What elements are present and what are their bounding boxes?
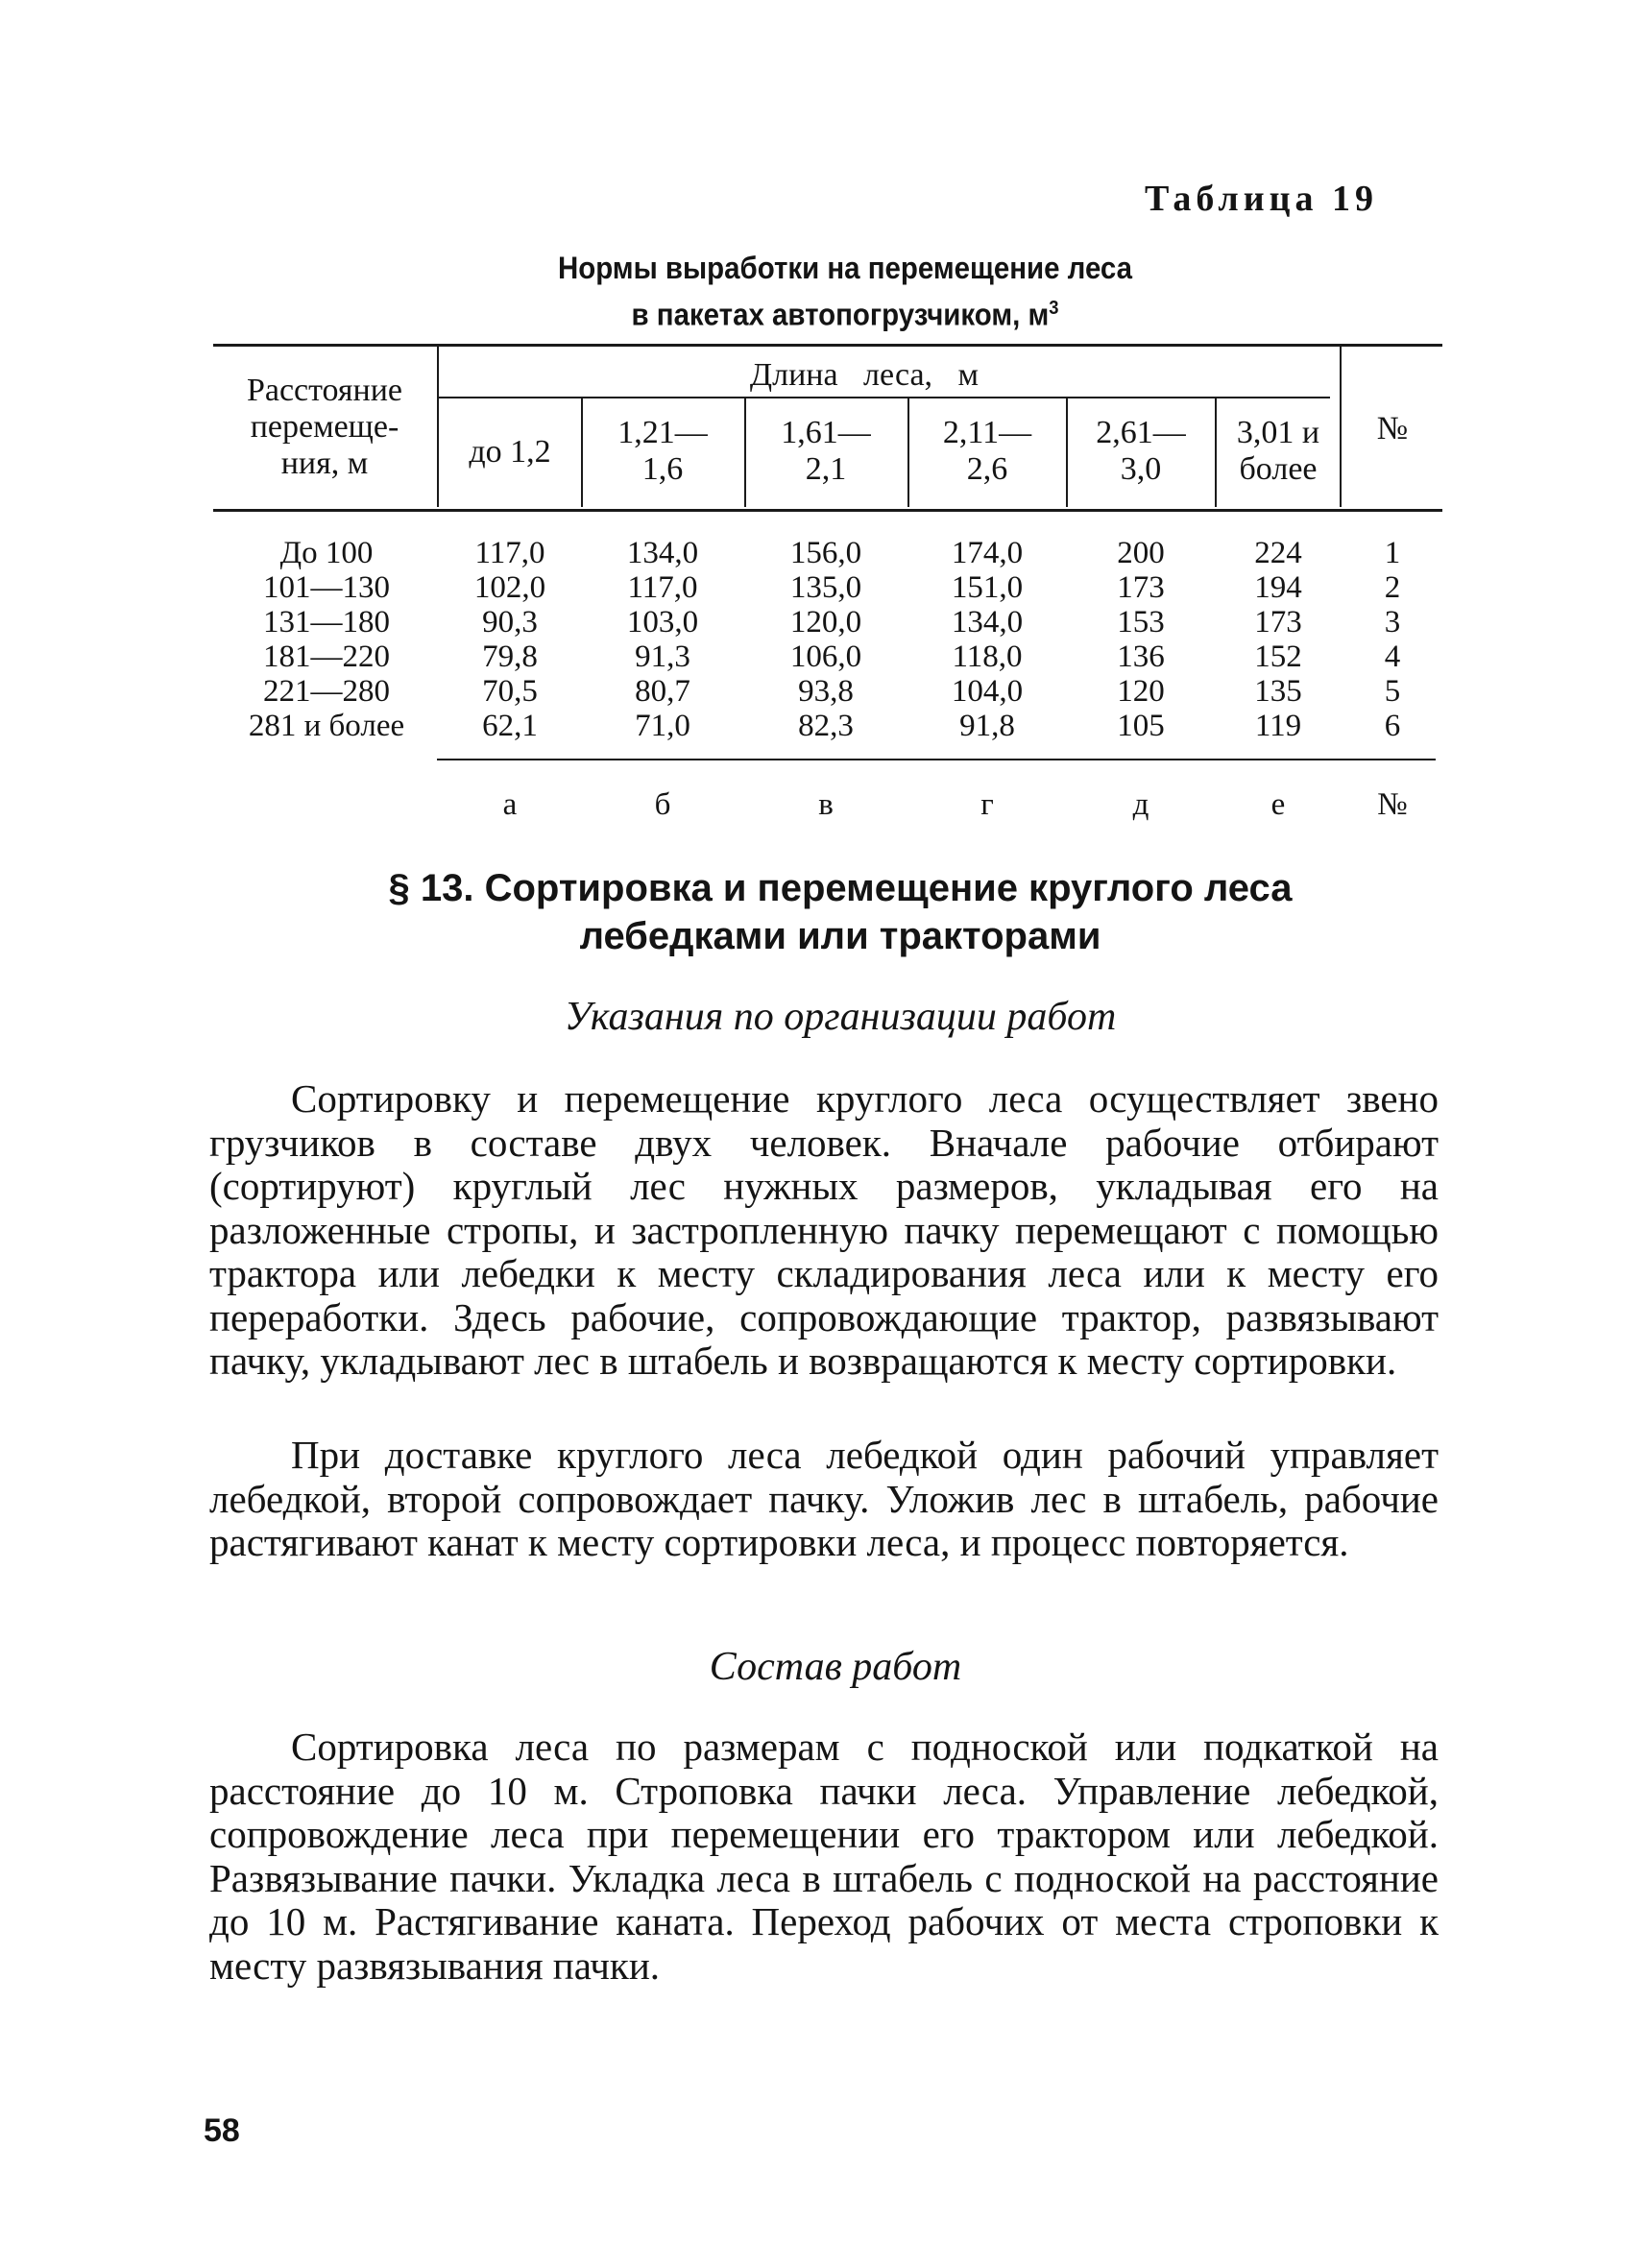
row-value: 156,0 — [789, 536, 862, 570]
paragraph-1: Сортировку и перемещение круглого леса осуществляет звено грузчиков в составе двух человек. Вначале рабочие отбирают (сортируют) круглый лес нужных размеров, укладывая его на разложенные стропы, и застропленную пачку перемещают с помощью трактора или лебедки к месту складирования леса или к месту его переработки. Здесь рабочие, сопровождающие трактор, развязывают пачку, укладывают лес в штабель и возвращаются к месту сортировки. — [209, 1076, 1439, 1383]
row-value: 79,8 — [482, 639, 538, 674]
header-col-e: 3,01 и более — [1236, 415, 1320, 487]
header-col-v: 1,61— 2,1 — [781, 415, 871, 487]
row-value: 119 — [1254, 709, 1302, 743]
row-value: 134,0 — [951, 605, 1024, 639]
row-distance: 101—130 — [263, 570, 390, 605]
subtitle-organization: Указания по организации работ — [564, 995, 1117, 1039]
column-letter: б — [654, 787, 671, 822]
table-group-rule — [437, 397, 1330, 398]
row-value: 103,0 — [626, 605, 699, 639]
row-value: 194 — [1254, 570, 1302, 605]
row-value: 117,0 — [474, 536, 545, 570]
row-value: 71,0 — [635, 709, 690, 743]
row-value: 93,8 — [798, 674, 854, 709]
column-letter: д — [1132, 787, 1149, 822]
paragraph-3: Сортировка леса по размерам с подноской или подкаткой на расстояние до 10 м. Строповка пачки леса. Управление лебедкой, сопровождение леса при перемещении его трактором или лебедкой. Развязывание пачки. Укладка леса в штабель с подноской на расстояние до 10 м. Растягивание каната. Переход рабочих от места строповки к месту развязывания пачки. — [209, 1725, 1439, 1988]
row-value: 62,1 — [482, 709, 538, 743]
row-distance: 221—280 — [263, 674, 390, 709]
row-number: 1 — [1384, 536, 1401, 570]
table-bottom-rule — [437, 759, 1436, 760]
table-top-rule — [213, 344, 1442, 347]
row-value: 174,0 — [951, 536, 1024, 570]
row-value: 80,7 — [635, 674, 690, 709]
row-value: 91,3 — [635, 639, 690, 674]
row-value: 102,0 — [473, 570, 546, 605]
table-number-label: Таблица 19 — [1144, 179, 1378, 219]
row-value: 118,0 — [952, 639, 1023, 674]
table-caption — [324, 248, 1367, 335]
section-title: § 13. Сортировка и перемещение круглого леса лебедками или тракторами — [388, 867, 1293, 957]
row-number: 4 — [1384, 639, 1401, 674]
column-letter: а — [502, 787, 518, 822]
column-letter: в — [818, 787, 834, 822]
row-value: 151,0 — [951, 570, 1024, 605]
row-value: 117,0 — [627, 570, 698, 605]
table-header-bottom-rule — [213, 509, 1442, 512]
row-value: 106,0 — [789, 639, 862, 674]
row-distance: 181—220 — [263, 639, 390, 674]
row-value: 90,3 — [482, 605, 538, 639]
row-value: 224 — [1254, 536, 1302, 570]
header-col-d: 2,61— 3,0 — [1096, 415, 1186, 487]
row-distance: До 100 — [279, 536, 374, 570]
row-distance: 131—180 — [263, 605, 390, 639]
header-length-group: Длина леса, м — [749, 357, 980, 393]
table-vrule — [437, 346, 439, 507]
row-value: 120,0 — [789, 605, 862, 639]
cubic-superscript: 3 — [1049, 298, 1059, 319]
row-value: 153 — [1117, 605, 1165, 639]
row-value: 136 — [1117, 639, 1165, 674]
row-value: 173 — [1117, 570, 1165, 605]
row-value: 120 — [1117, 674, 1165, 709]
row-distance: 281 и более — [248, 709, 405, 743]
row-number: 3 — [1384, 605, 1401, 639]
row-value: 70,5 — [482, 674, 538, 709]
header-col-g: 2,11— 2,6 — [942, 415, 1032, 487]
row-number: 6 — [1384, 709, 1401, 743]
column-letter: № — [1377, 787, 1408, 822]
row-value: 104,0 — [951, 674, 1024, 709]
row-value: 82,3 — [798, 709, 854, 743]
row-value: 135,0 — [789, 570, 862, 605]
header-col-b: 1,21— 1,6 — [617, 415, 708, 487]
header-col-a: до 1,2 — [469, 434, 551, 470]
row-value: 105 — [1117, 709, 1165, 743]
row-value: 135 — [1254, 674, 1302, 709]
column-letter: е — [1270, 787, 1286, 822]
paragraph-2: При доставке круглого леса лебедкой один рабочий управляет лебедкой, второй сопровождает пачку. Уложив лес в штабель, рабочие растягивают канат к месту сортировки леса, и процесс повторяется. — [209, 1433, 1439, 1564]
row-value: 200 — [1117, 536, 1165, 570]
table-caption-line1: Нормы выработки на перемещение леса — [557, 251, 1133, 285]
column-letter: г — [980, 787, 994, 822]
row-value: 173 — [1254, 605, 1302, 639]
row-number: 2 — [1384, 570, 1401, 605]
header-number-col: № — [1376, 411, 1409, 446]
row-number: 5 — [1384, 674, 1401, 709]
row-value: 152 — [1254, 639, 1302, 674]
table-caption-line2: в пакетах автопогрузчиком, $м^3$ — [631, 297, 1059, 332]
subtitle-work-composition: Состав работ — [709, 1645, 962, 1689]
page-number: 58 — [204, 2112, 240, 2149]
row-value: 134,0 — [626, 536, 699, 570]
row-value: 91,8 — [959, 709, 1015, 743]
header-distance: Расстояние перемеще- ния, м — [246, 373, 403, 481]
